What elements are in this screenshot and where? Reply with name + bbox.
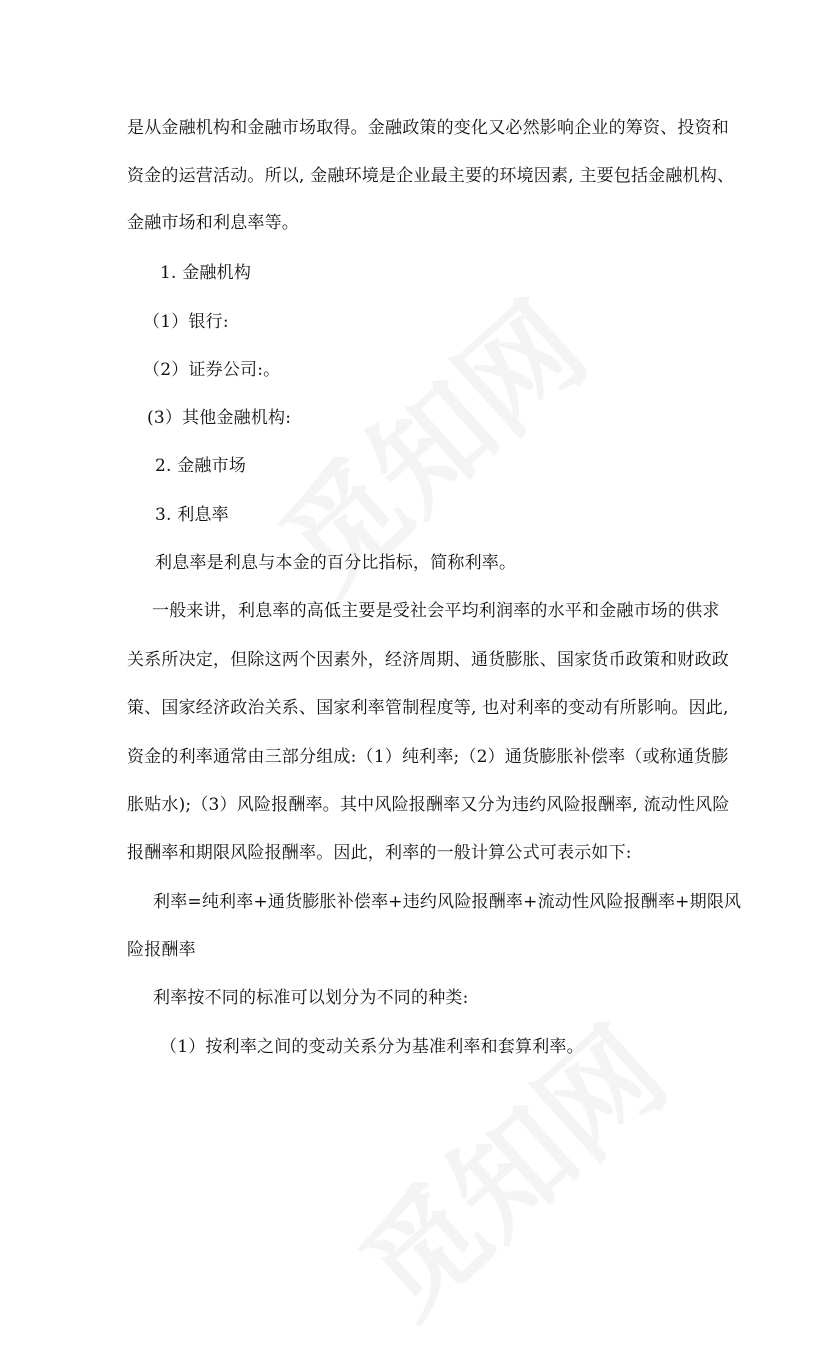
paragraph-line: 报酬率和期限风险报酬率。因此，利率的一般计算公式可表示如下:: [127, 843, 632, 863]
paragraph-line: 一般来讲，利息率的高低主要是受社会平均利润率的水平和金融市场的供求: [152, 601, 720, 621]
list-item: （1）按利率之间的变动关系分为基准利率和套算利率。: [160, 1037, 584, 1057]
paragraph-line: 资金的利率通常由三部分组成:（1）纯利率;（2）通货膨胀补偿率（或称通货膨: [127, 747, 729, 767]
paragraph-line: 金融市场和利息率等。: [127, 213, 299, 233]
section-heading: 1. 金融机构: [160, 263, 252, 283]
list-item: （2）证券公司:。: [143, 360, 281, 380]
paragraph-line: 胀贴水);（3）风险报酬率。其中风险报酬率又分为违约风险报酬率, 流动性风险: [127, 795, 730, 815]
paragraph-line: 利率按不同的标准可以划分为不同的种类:: [153, 988, 469, 1008]
formula-line: 险报酬率: [127, 940, 196, 960]
paragraph-line: 策、国家经济政治关系、国家利率管制程度等, 也对利率的变动有所影响。因此,: [127, 698, 729, 718]
section-heading: 2. 金融市场: [155, 456, 247, 476]
paragraph-line: 资金的运营活动。所以, 金融环境是企业最主要的环境因素, 主要包括金融机构、: [127, 166, 735, 186]
formula-line: 利率=纯利率+通货膨胀补偿率+违约风险报酬率+流动性风险报酬率+期限风: [153, 892, 742, 912]
list-item: （1）银行:: [143, 312, 229, 332]
list-item: (3）其他金融机构:: [147, 408, 292, 428]
paragraph-line: 关系所决定，但除这两个因素外，经济周期、通货膨胀、国家货币政策和财政政: [127, 650, 729, 670]
paragraph-line: 利息率是利息与本金的百分比指标，简称利率。: [155, 553, 517, 573]
paragraph-line: 是从金融机构和金融市场取得。金融政策的变化又必然影响企业的筹资、投资和: [127, 118, 729, 138]
section-heading: 3. 利息率: [155, 505, 229, 525]
